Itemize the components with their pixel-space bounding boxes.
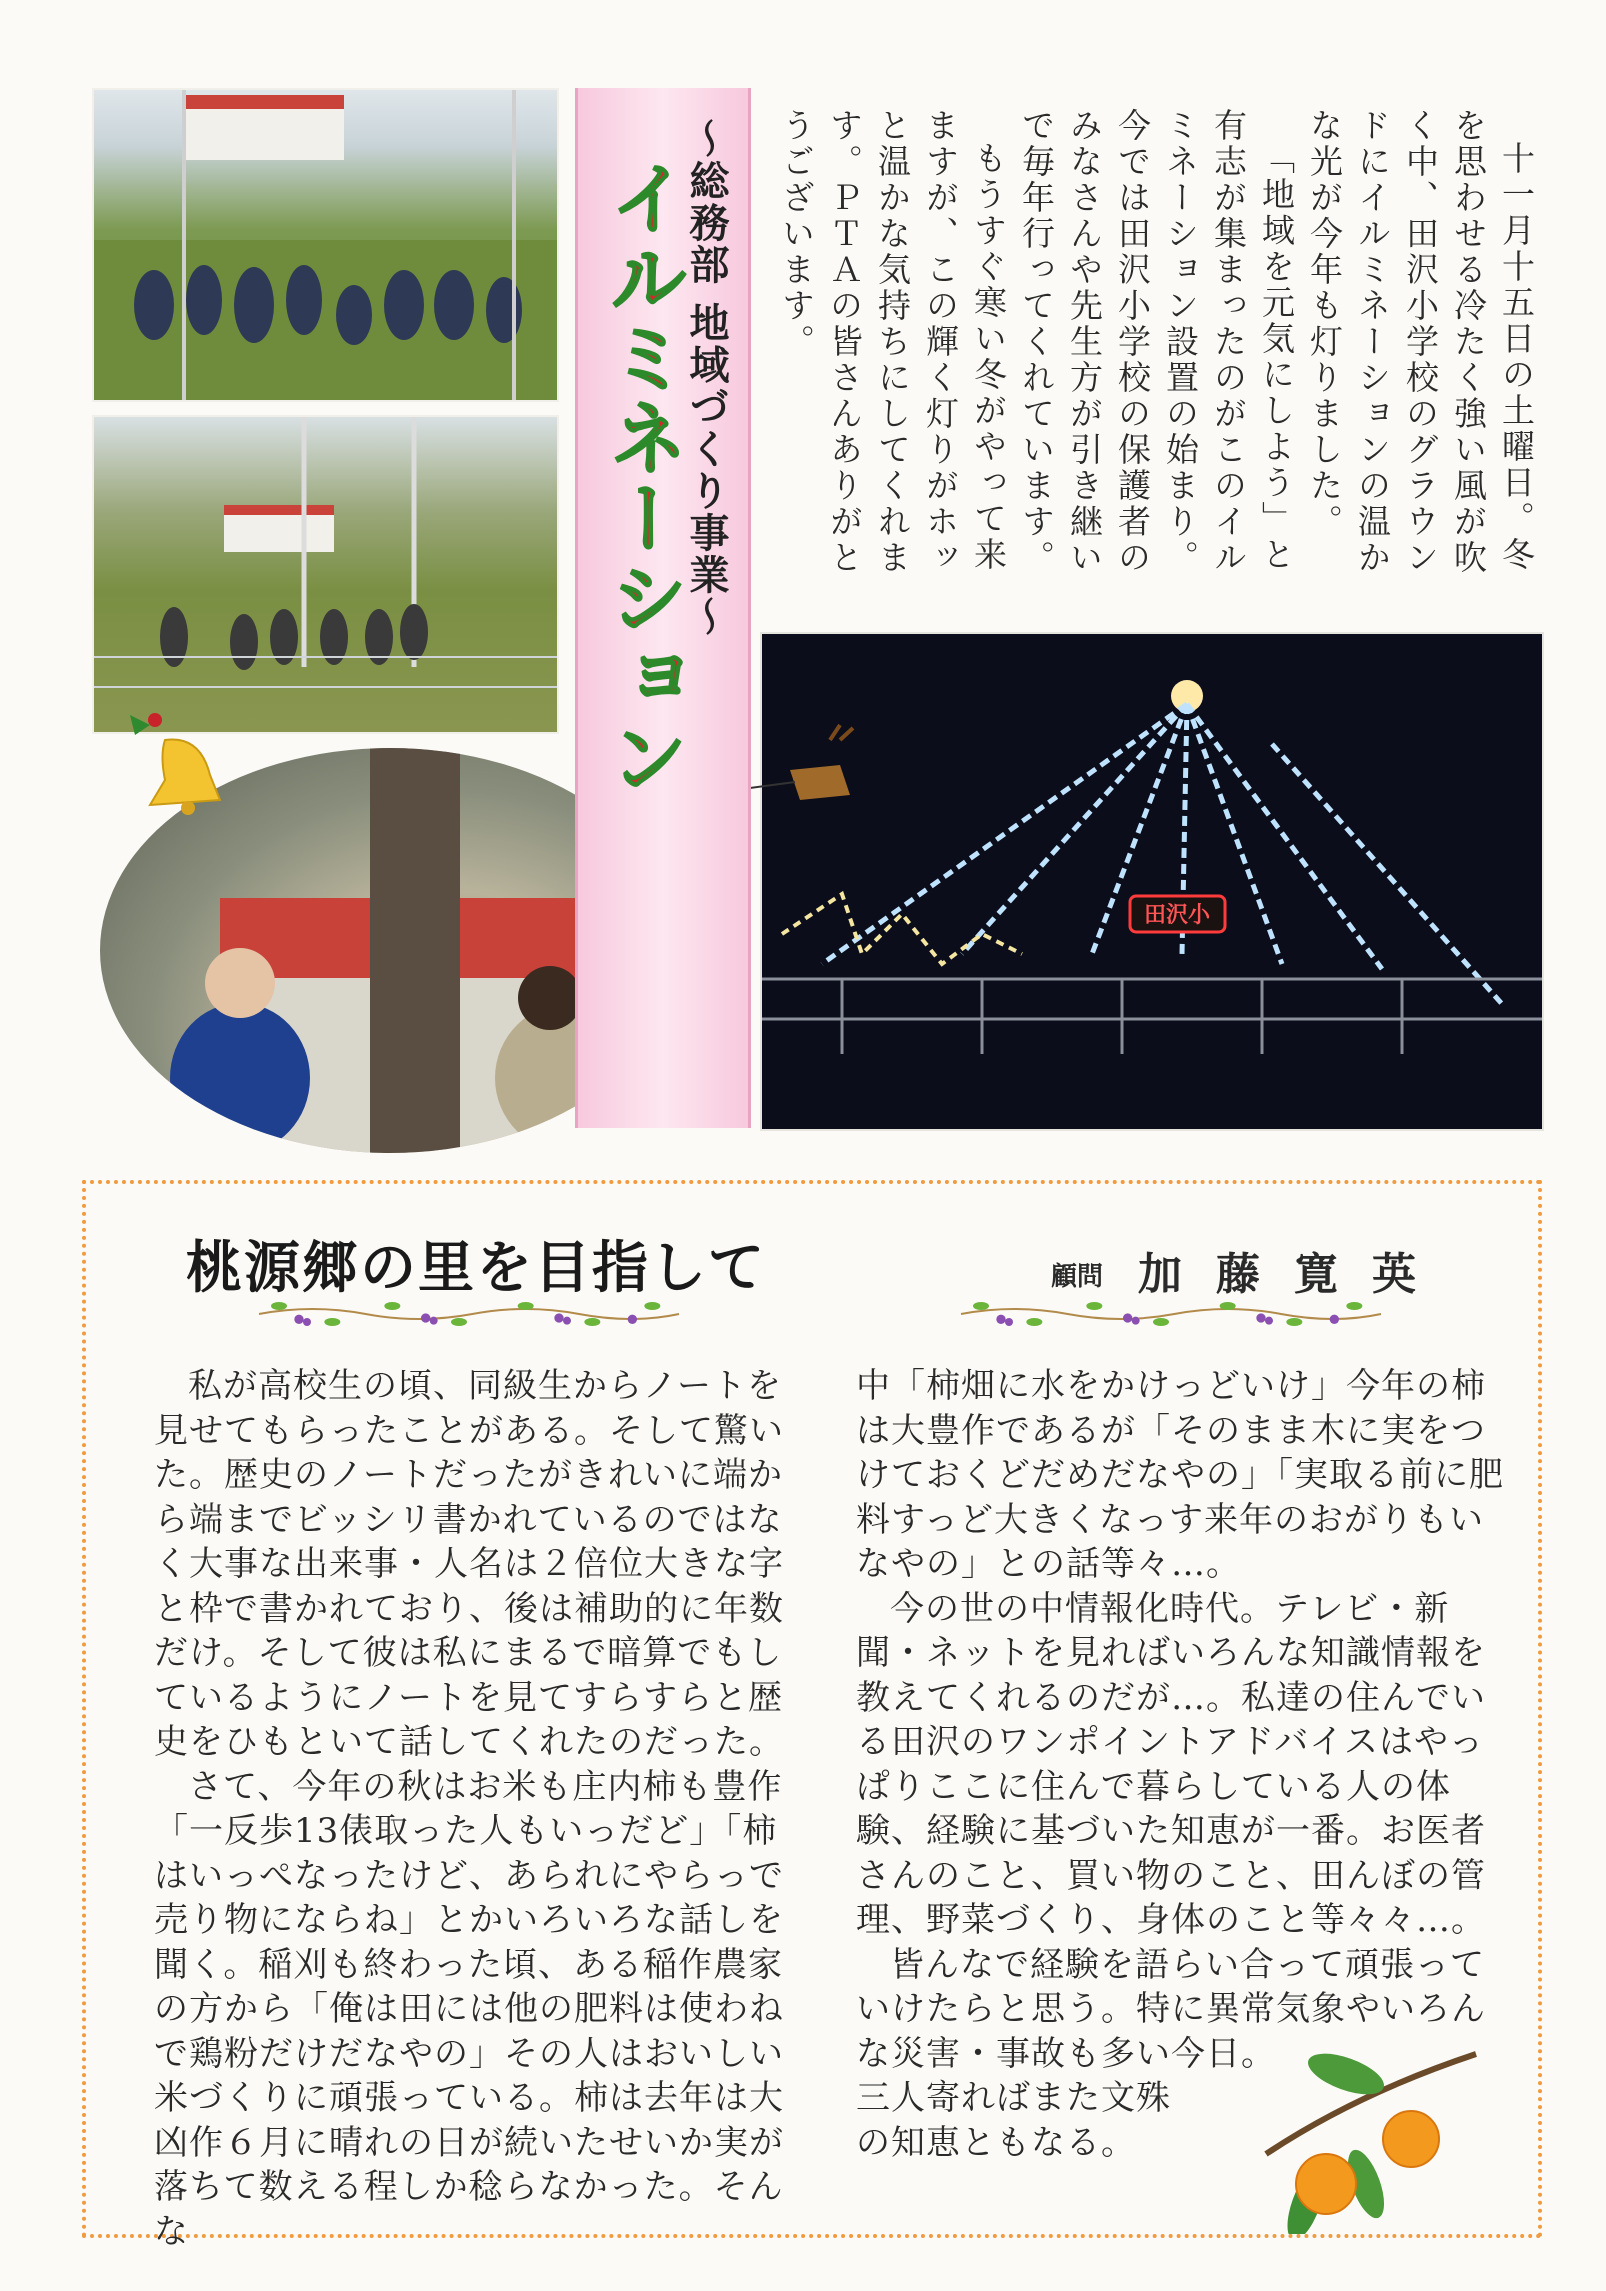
- essay-box: [82, 1180, 1542, 2252]
- essay-paragraph: 今の世の中情報化時代。テレビ・新聞・ネットを見ればいろんな知識情報を教えてくれるのだが…。私達の住んでいる田沢のワンポイントアドバイスはやっぱりここに住んで暮らしている人の体験、経験に基づいた知恵が一番。お医者さんのこと、買い物のこと、田んぼの管理、野菜づくり、身体のこと等々々…。: [856, 1588, 1486, 1940]
- essay-paragraph: 私が高校生の頃、同級生からノートを見せてもらったことがある。そして驚いた。歴史のノートだったがきれいに端から端までビッシリ書かれているのではなく大事な出来事・人名は２倍位大きな字と枠で書かれており、後は補助的に年数だけ。そして彼は私にまるで暗算でもしているようにノートを見てすらすらと歴史をひもといて話してくれたのだった。: [154, 1366, 784, 1762]
- photo-volunteers-group: [92, 88, 559, 402]
- illumination-sign-text: 田沢小: [1143, 903, 1211, 928]
- bell-icon: [110, 700, 240, 820]
- illumination-paragraph: もうすぐ寒い冬がやって来ますが、この輝く灯りがホッと温かな気持ちにしてくれます。ＰＴＡの皆さんありがとうございます。: [777, 108, 1008, 576]
- photo-night-illumination: [760, 632, 1544, 1131]
- illumination-paragraph: 十一月十五日の土曜日。冬を思わせる冷たく強い風が吹く中、田沢小学校のグラウンドにイルミネーションの温かな光が今年も灯りました。: [1305, 108, 1536, 576]
- berry-vine-left-icon: [154, 1294, 784, 1334]
- illumination-article: [770, 108, 1540, 608]
- essay-paragraph: さて、今年の秋はお米も庄内柿も豊作「一反歩13俵取った人もいっだど」「柿はいっぺなったけど、あられにやらっで売り物にならね」とかいろいろな話しを聞く。稲刈も終わった頃、ある稲作農家の方から「俺は田には他の肥料は使わねで鶏粉だけだなやの」その人はおいしい米づくりに頑張っている。柿は去年は大凶作６月に晴れの日が続いたせいか実が落ちて数える程しか稔らなかった。そんな: [154, 1766, 784, 2252]
- illumination-subtitle: ～総務部 地域づくり事業～: [683, 118, 729, 638]
- author-role: 顧問: [1051, 1262, 1104, 1292]
- photo-pole-setup: [92, 415, 559, 734]
- essay-column-left: [154, 1364, 804, 2254]
- illumination-paragraph: 「地域を元気にしよう」と有志が集まったのがこのイルミネーション設置の始まり。今では田沢小学校の保護者のみなさんや先生方が引き継いで毎年行ってくれています。: [1017, 108, 1296, 576]
- illumination-banner: [575, 88, 751, 1128]
- essay-paragraph: 三人寄ればまた文殊の知恵ともなる。: [856, 2078, 1171, 2163]
- berry-vine-right-icon: [856, 1294, 1486, 1334]
- essay-paragraph: 中「柿畑に水をかけっどいけ」今年の柿は大豊作であるが「そのまま木に実をつけておくどだめだなやの」「実取る前に肥料すっど大きくなっす来年のおがりもいなやの」との話等々…。: [856, 1366, 1504, 1584]
- author-name: 加藤寛英: [1138, 1249, 1450, 1300]
- illumination-title: イルミネーション: [597, 158, 687, 798]
- essay-title: 桃源郷の里を目指して: [186, 1236, 766, 1301]
- essay-paragraph: 皆んなで経験を語らい合って頑張っていけたらと思う。特に異常気象やいろんな災害・事故も多い今日。: [856, 1944, 1486, 2074]
- persimmon-branch-icon: [1256, 2034, 1486, 2234]
